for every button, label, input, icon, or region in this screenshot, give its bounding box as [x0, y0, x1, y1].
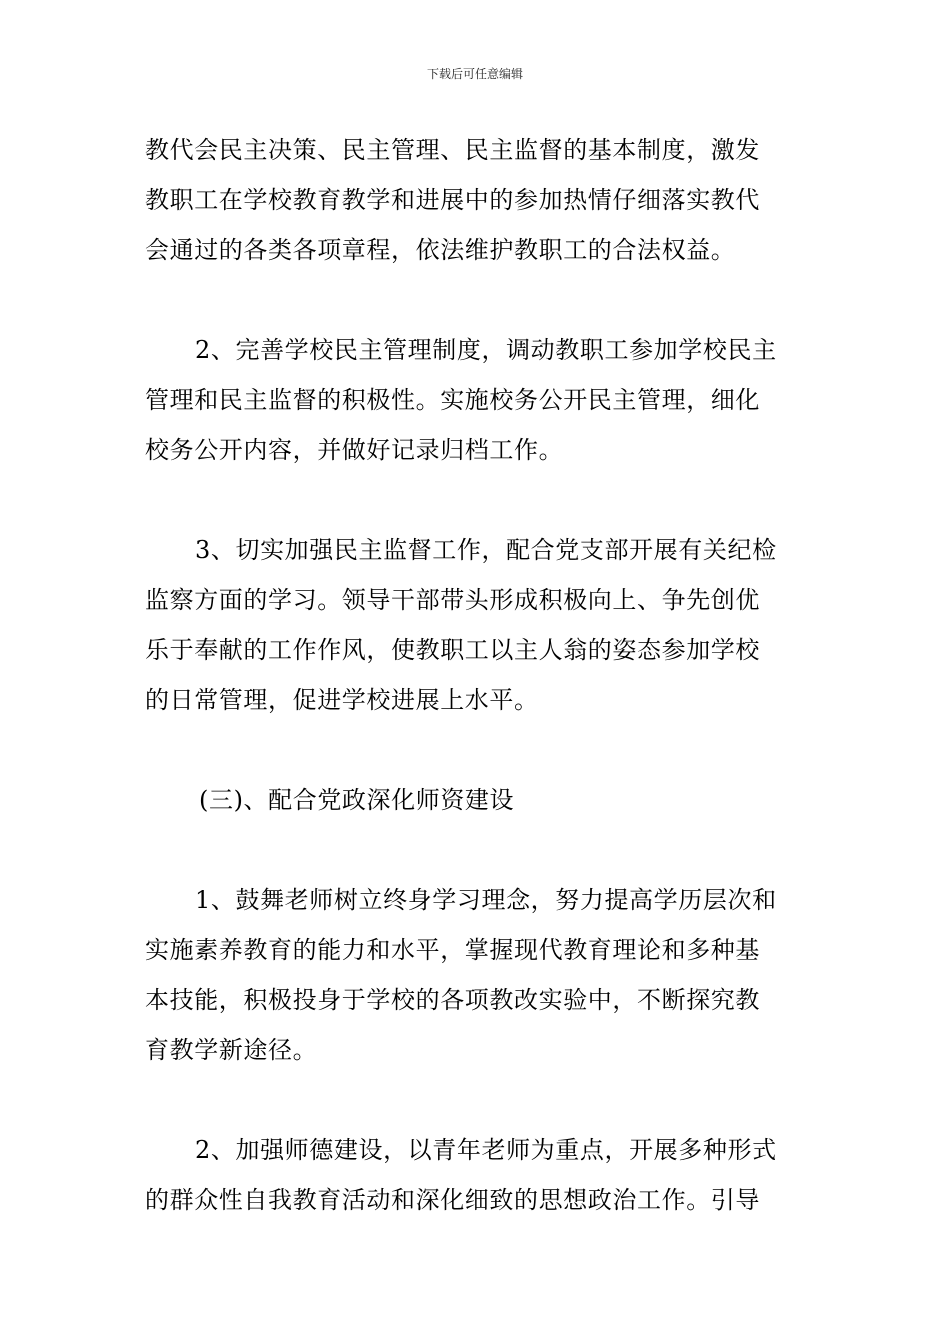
text-line: 管理和民主监督的积极性。实施校务公开民主管理，细化	[145, 386, 760, 414]
text-line: 本技能，积极投身于学校的各项教改实验中，不断探究教	[145, 986, 760, 1014]
paragraph-item-2	[145, 325, 810, 475]
document-body	[145, 125, 810, 1225]
paragraph-item-2b	[145, 1125, 810, 1225]
paragraph-item-1	[145, 875, 810, 1075]
paragraph-item-3	[145, 525, 810, 725]
text-line: 育教学新途径。	[145, 1036, 318, 1064]
text-line: 3、切实加强民主监督工作，配合党支部开展有关纪检	[195, 536, 777, 564]
text-line: 2、加强师德建设，以青年老师为重点，开展多种形式	[195, 1136, 777, 1164]
section-heading-text: (三)、配合党政深化师资建设	[199, 786, 515, 814]
text-line: 教代会民主决策、民主管理、民主监督的基本制度，激发	[145, 136, 760, 164]
text-line: 的日常管理，促进学校进展上水平。	[145, 686, 539, 714]
text-line: 乐于奉献的工作作风，使教职工以主人翁的姿态参加学校	[145, 636, 760, 664]
section-heading	[145, 775, 810, 825]
text-line: 实施素养教育的能力和水平，掌握现代教育理论和多种基	[145, 936, 760, 964]
text-line: 教职工在学校教育教学和进展中的参加热情仔细落实教代	[145, 186, 760, 214]
header-note: 下载后可任意编辑	[426, 67, 523, 81]
text-line: 的群众性自我教育活动和深化细致的思想政治工作。引导	[145, 1186, 760, 1214]
text-line: 1、鼓舞老师树立终身学习理念，努力提高学历层次和	[195, 886, 777, 914]
text-line: 校务公开内容，并做好记录归档工作。	[145, 436, 564, 464]
text-line: 监察方面的学习。领导干部带头形成积极向上、争先创优	[145, 586, 760, 614]
text-line: 会通过的各类各项章程，依法维护教职工的合法权益。	[145, 236, 736, 264]
paragraph-continuation	[145, 125, 810, 275]
text-line: 2、完善学校民主管理制度，调动教职工参加学校民主	[195, 336, 777, 364]
page-header	[0, 66, 950, 82]
